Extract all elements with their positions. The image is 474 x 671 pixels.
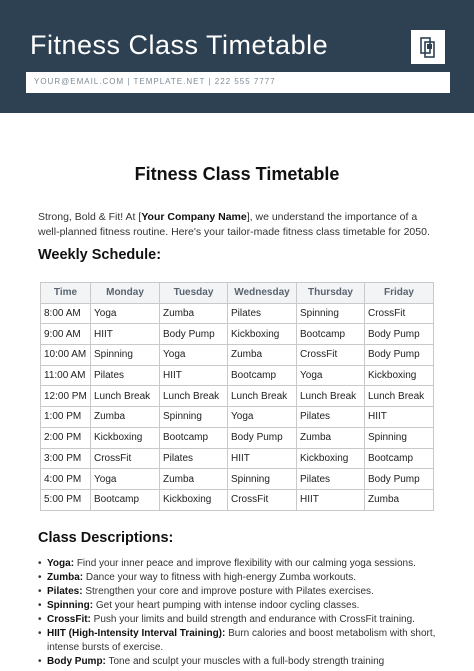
contact-bar bbox=[26, 72, 450, 93]
list-item bbox=[38, 599, 448, 613]
class-cell: HIIT bbox=[160, 365, 228, 386]
class-cell: Spinning bbox=[228, 469, 297, 490]
class-description-list bbox=[38, 557, 448, 669]
class-cell: Kickboxing bbox=[160, 489, 228, 510]
class-cell: Lunch Break bbox=[91, 386, 160, 407]
class-name: Zumba: bbox=[47, 572, 84, 583]
list-item bbox=[38, 655, 448, 669]
table-row bbox=[41, 303, 434, 324]
time-cell: 1:00 PM bbox=[41, 407, 91, 428]
schedule-table bbox=[40, 282, 434, 511]
class-cell: Lunch Break bbox=[160, 386, 228, 407]
table-row bbox=[41, 427, 434, 448]
column-header: Wednesday bbox=[228, 283, 297, 304]
class-cell: Pilates bbox=[228, 303, 297, 324]
bullet-icon: • bbox=[38, 572, 42, 583]
time-cell: 12:00 PM bbox=[41, 386, 91, 407]
class-cell: HIIT bbox=[91, 324, 160, 345]
class-cell: Kickboxing bbox=[228, 324, 297, 345]
column-header: Thursday bbox=[297, 283, 365, 304]
table-row bbox=[41, 365, 434, 386]
class-cell: Zumba bbox=[297, 427, 365, 448]
table-row bbox=[41, 386, 434, 407]
class-cell: Bootcamp bbox=[160, 427, 228, 448]
class-cell: Kickboxing bbox=[365, 365, 434, 386]
class-cell: Yoga bbox=[160, 345, 228, 366]
column-header: Friday bbox=[365, 283, 434, 304]
time-cell: 11:00 AM bbox=[41, 365, 91, 386]
class-cell: Kickboxing bbox=[297, 448, 365, 469]
list-item bbox=[38, 613, 448, 627]
class-description: Find your inner peace and improve flexibility with our calming yoga sessions. bbox=[74, 558, 416, 569]
class-cell: Pilates bbox=[91, 365, 160, 386]
intro-text-end: ], we understand the importance of a well-planned fitness routine. Here's your tailor-made fitness class timetable for 2050. bbox=[38, 211, 430, 238]
table-header-row bbox=[41, 283, 434, 304]
bullet-icon: • bbox=[38, 586, 42, 597]
list-item bbox=[38, 627, 448, 655]
class-cell: CrossFit bbox=[365, 303, 434, 324]
class-cell: Body Pump bbox=[365, 324, 434, 345]
table-row bbox=[41, 407, 434, 428]
class-cell: Bootcamp bbox=[228, 365, 297, 386]
class-cell: Lunch Break bbox=[228, 386, 297, 407]
time-cell: 2:00 PM bbox=[41, 427, 91, 448]
time-cell: 5:00 PM bbox=[41, 489, 91, 510]
table-row bbox=[41, 469, 434, 490]
class-cell: Body Pump bbox=[160, 324, 228, 345]
header-title: Fitness Class Timetable bbox=[30, 30, 329, 60]
class-cell: Body Pump bbox=[365, 345, 434, 366]
class-cell: Kickboxing bbox=[91, 427, 160, 448]
class-cell: Yoga bbox=[91, 303, 160, 324]
class-cell: Spinning bbox=[297, 303, 365, 324]
class-description: Dance your way to fitness with high-energy Zumba workouts. bbox=[83, 572, 357, 583]
time-cell: 3:00 PM bbox=[41, 448, 91, 469]
class-description: Burn calories and boost metabolism with short, intense bursts of exercise. bbox=[47, 628, 436, 653]
intro-text-start: Strong, Bold & Fit! At [ bbox=[38, 211, 142, 223]
class-name: Yoga: bbox=[47, 558, 75, 569]
class-name: Pilates: bbox=[47, 586, 83, 597]
class-cell: Spinning bbox=[365, 427, 434, 448]
class-name: Spinning: bbox=[47, 600, 94, 611]
bullet-icon: • bbox=[38, 628, 42, 639]
time-cell: 10:00 AM bbox=[41, 345, 91, 366]
class-cell: Zumba bbox=[160, 469, 228, 490]
class-cell: Yoga bbox=[91, 469, 160, 490]
template-logo-icon bbox=[411, 30, 445, 64]
time-cell: 4:00 PM bbox=[41, 469, 91, 490]
time-cell: 9:00 AM bbox=[41, 324, 91, 345]
class-cell: Pilates bbox=[160, 448, 228, 469]
class-cell: HIIT bbox=[365, 407, 434, 428]
column-header: Tuesday bbox=[160, 283, 228, 304]
contact-info: YOUR@EMAIL.COM | TEMPLATE.NET | 222 555 7777 bbox=[34, 77, 276, 86]
class-cell: CrossFit bbox=[297, 345, 365, 366]
class-cell: Bootcamp bbox=[365, 448, 434, 469]
document-title: Fitness Class Timetable bbox=[134, 164, 340, 184]
class-name: CrossFit: bbox=[47, 614, 91, 625]
class-cell: Lunch Break bbox=[365, 386, 434, 407]
class-cell: Pilates bbox=[297, 407, 365, 428]
list-item bbox=[38, 557, 448, 571]
bullet-icon: • bbox=[38, 600, 42, 611]
class-cell: Zumba bbox=[160, 303, 228, 324]
class-cell: Yoga bbox=[297, 365, 365, 386]
list-item bbox=[38, 571, 448, 585]
class-cell: HIIT bbox=[297, 489, 365, 510]
class-cell: Zumba bbox=[228, 345, 297, 366]
class-cell: HIIT bbox=[228, 448, 297, 469]
class-cell: Spinning bbox=[91, 345, 160, 366]
class-cell: Lunch Break bbox=[297, 386, 365, 407]
table-row bbox=[41, 448, 434, 469]
class-cell: Zumba bbox=[91, 407, 160, 428]
class-description: Get your heart pumping with intense indoor cycling classes. bbox=[93, 600, 360, 611]
bullet-icon: • bbox=[38, 558, 42, 569]
class-description: Strengthen your core and improve posture with Pilates exercises. bbox=[82, 586, 374, 597]
list-item bbox=[38, 585, 448, 599]
bullet-icon: • bbox=[38, 656, 42, 667]
company-name-placeholder: Your Company Name bbox=[141, 211, 247, 223]
column-header: Monday bbox=[91, 283, 160, 304]
intro-paragraph bbox=[38, 210, 438, 240]
class-name: HIIT (High-Intensity Interval Training): bbox=[47, 628, 226, 639]
class-description: Push your limits and build strength and endurance with CrossFit training. bbox=[90, 614, 415, 625]
class-descriptions-heading: Class Descriptions: bbox=[38, 530, 174, 546]
class-cell: Zumba bbox=[365, 489, 434, 510]
class-cell: Yoga bbox=[228, 407, 297, 428]
bullet-icon: • bbox=[38, 614, 42, 625]
header-banner bbox=[0, 0, 474, 113]
weekly-schedule-heading: Weekly Schedule: bbox=[38, 247, 162, 263]
class-cell: Bootcamp bbox=[297, 324, 365, 345]
class-cell: Body Pump bbox=[365, 469, 434, 490]
class-name: Body Pump: bbox=[47, 656, 106, 667]
class-cell: Body Pump bbox=[228, 427, 297, 448]
class-cell: Pilates bbox=[297, 469, 365, 490]
class-cell: CrossFit bbox=[91, 448, 160, 469]
table-row bbox=[41, 324, 434, 345]
table-row bbox=[41, 345, 434, 366]
class-cell: Bootcamp bbox=[91, 489, 160, 510]
time-cell: 8:00 AM bbox=[41, 303, 91, 324]
table-row bbox=[41, 489, 434, 510]
column-header: Time bbox=[41, 283, 91, 304]
class-cell: Spinning bbox=[160, 407, 228, 428]
class-cell: CrossFit bbox=[228, 489, 297, 510]
class-description: Tone and sculpt your muscles with a full-body strength training bbox=[105, 656, 385, 667]
